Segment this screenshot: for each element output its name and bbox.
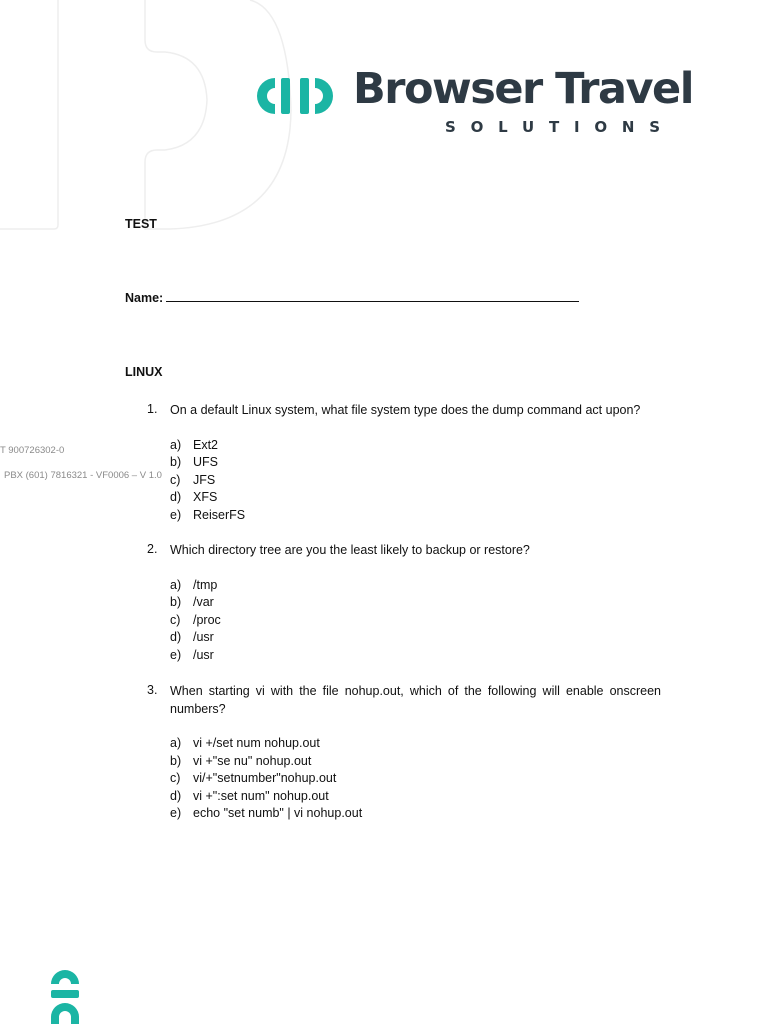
company-logo	[255, 64, 695, 140]
option-item	[170, 805, 661, 823]
options-list	[170, 437, 661, 525]
question-text: On a default Linux system, what file system type does the dump command act upon?	[170, 403, 641, 417]
option-item	[170, 437, 661, 455]
option-text: /tmp	[193, 577, 218, 592]
option-letter: e)	[170, 647, 182, 662]
question-2	[147, 542, 661, 664]
option-item	[170, 507, 661, 525]
option-text: vi/+"setnumber"nohup.out	[193, 771, 337, 785]
option-letter: e)	[170, 806, 182, 820]
option-letter: d)	[170, 788, 182, 803]
option-text: Ext2	[193, 437, 219, 452]
option-text: /var	[193, 595, 214, 609]
option-item	[170, 788, 661, 806]
option-letter: b)	[170, 753, 182, 768]
option-letter: d)	[170, 490, 182, 504]
option-letter: b)	[170, 595, 182, 609]
option-item	[170, 647, 661, 665]
question-3	[147, 683, 661, 823]
question-number: 1.	[147, 402, 158, 416]
option-text: UFS	[193, 455, 218, 469]
option-text: XFS	[193, 490, 218, 504]
brand-subtitle: SOLUTIONS	[445, 118, 675, 136]
option-letter: d)	[170, 630, 182, 644]
option-text: vi +":set num" nohup.out	[193, 788, 329, 803]
option-item	[170, 735, 661, 753]
question-number: 2.	[147, 542, 158, 556]
option-letter: c)	[170, 472, 181, 487]
option-item	[170, 629, 661, 647]
option-text: echo "set numb" | vi nohup.out	[193, 806, 363, 820]
option-letter: a)	[170, 577, 182, 592]
section-heading: LINUX	[125, 365, 163, 379]
name-label: Name:	[125, 291, 164, 305]
option-letter: e)	[170, 507, 182, 522]
question-1	[147, 402, 661, 524]
options-list	[170, 735, 661, 823]
name-blank-line	[166, 290, 579, 302]
option-item	[170, 612, 661, 630]
option-letter: b)	[170, 455, 182, 469]
option-item	[170, 489, 661, 507]
option-text: JFS	[193, 472, 216, 487]
brand-mark-fragment-icon	[50, 965, 80, 1024]
option-text: vi +/set num nohup.out	[193, 736, 320, 750]
option-text: /usr	[193, 630, 214, 644]
brand-name: Browser Travel	[353, 64, 693, 114]
option-item	[170, 454, 661, 472]
option-item	[170, 577, 661, 595]
option-letter: c)	[170, 612, 181, 627]
option-letter: a)	[170, 437, 182, 452]
question-text: Which directory tree are you the least likely to backup or restore?	[170, 543, 530, 557]
option-letter: c)	[170, 771, 181, 785]
document-title: TEST	[125, 217, 157, 231]
option-item	[170, 472, 661, 490]
option-text: ReiserFS	[193, 507, 246, 522]
question-number: 3.	[147, 683, 158, 697]
company-nit: T 900726302-0	[0, 445, 65, 456]
option-item	[170, 594, 661, 612]
option-item	[170, 770, 661, 788]
option-text: /usr	[193, 647, 214, 662]
question-text: When starting vi with the file nohup.out, which of the following will enable onscreen numbers?	[170, 684, 661, 716]
options-list	[170, 577, 661, 665]
option-text: vi +"se nu" nohup.out	[193, 753, 312, 768]
option-item	[170, 753, 661, 771]
brand-mark-icon	[255, 76, 335, 116]
name-field	[125, 290, 579, 305]
option-text: /proc	[193, 612, 221, 627]
company-contact: PBX (601) 7816321 - VF0006 – V 1.0	[4, 470, 162, 481]
option-letter: a)	[170, 736, 182, 750]
